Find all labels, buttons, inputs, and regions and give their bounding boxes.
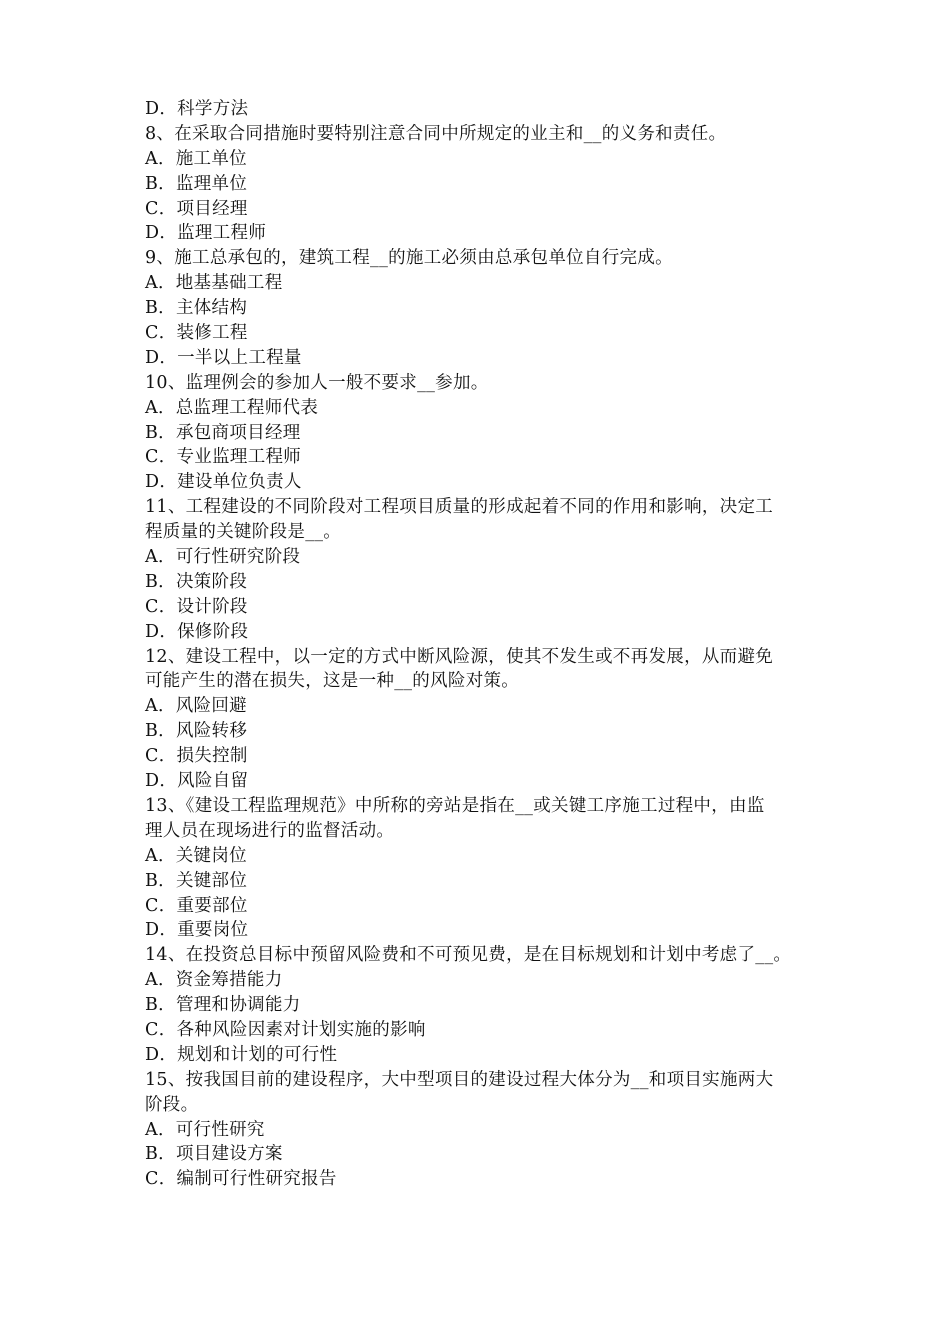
option-line: B．风险转移 bbox=[145, 721, 248, 742]
option-line: C．专业监理工程师 bbox=[145, 447, 302, 468]
option-line: B．管理和协调能力 bbox=[145, 995, 301, 1016]
option-line: D．保修阶段 bbox=[145, 621, 249, 642]
option-line: B．承包商项目经理 bbox=[145, 422, 301, 443]
option-line: A．资金筹措能力 bbox=[145, 970, 283, 991]
option-line: C．编制可行性研究报告 bbox=[145, 1169, 337, 1190]
question-line: 15、按我国目前的建设程序，大中型项目的建设过程大体分为__和项目实施两大 bbox=[145, 1069, 774, 1090]
option-line: D．重要岗位 bbox=[145, 920, 249, 941]
option-line: B．项目建设方案 bbox=[145, 1144, 283, 1165]
option-line: D．监理工程师 bbox=[145, 223, 267, 244]
option-line: D．风险自留 bbox=[145, 771, 249, 792]
option-line: A．可行性研究阶段 bbox=[145, 547, 301, 568]
question-line: 14、在投资总目标中预留风险费和不可预见费，是在目标规划和计划中考虑了__。 bbox=[145, 945, 792, 966]
option-line: A．风险回避 bbox=[145, 696, 247, 717]
option-line: D．建设单位负责人 bbox=[145, 472, 302, 493]
option-line: A．可行性研究 bbox=[145, 1119, 265, 1140]
option-line: C．损失控制 bbox=[145, 746, 248, 767]
option-line: C．重要部位 bbox=[145, 895, 248, 916]
option-line: C．设计阶段 bbox=[145, 596, 248, 617]
question-line: 8、在采取合同措施时要特别注意合同中所规定的业主和__的义务和责任。 bbox=[145, 123, 727, 144]
option-line: D．规划和计划的可行性 bbox=[145, 1044, 338, 1065]
question-line: 11、工程建设的不同阶段对工程项目质量的形成起着不同的作用和影响，决定工 bbox=[145, 497, 774, 518]
option-line: A．总监理工程师代表 bbox=[145, 397, 319, 418]
option-line: A．施工单位 bbox=[145, 148, 247, 169]
option-line: A．地基基础工程 bbox=[145, 273, 283, 294]
option-line: C．各种风险因素对计划实施的影响 bbox=[145, 1019, 426, 1040]
document-page bbox=[145, 97, 825, 1192]
option-line: A．关键岗位 bbox=[145, 845, 247, 866]
option-line: B．关键部位 bbox=[145, 870, 248, 891]
option-line: C．装修工程 bbox=[145, 323, 248, 344]
option-line: B．监理单位 bbox=[145, 173, 248, 194]
option-line: B．决策阶段 bbox=[145, 571, 248, 592]
option-line: B．主体结构 bbox=[145, 298, 248, 319]
question-line: 可能产生的潜在损失，这是一种__的风险对策。 bbox=[145, 671, 520, 692]
option-line: D．科学方法 bbox=[145, 99, 249, 119]
question-line: 10、监理例会的参加人一般不要求__参加。 bbox=[145, 372, 489, 393]
question-line: 程质量的关键阶段是__。 bbox=[145, 522, 342, 543]
question-line: 9、施工总承包的，建筑工程__的施工必须由总承包单位自行完成。 bbox=[145, 248, 673, 269]
option-line: C．项目经理 bbox=[145, 198, 248, 219]
question-line: 阶段。 bbox=[145, 1094, 199, 1115]
question-line: 理人员在现场进行的监督活动。 bbox=[145, 820, 395, 841]
question-line: 12、建设工程中，以一定的方式中断风险源，使其不发生或不再发展，从而避免 bbox=[145, 646, 774, 667]
option-line: D．一半以上工程量 bbox=[145, 347, 302, 368]
question-line: 13、《建设工程监理规范》中所称的旁站是指在__或关键工序施工过程中，由监 bbox=[145, 795, 765, 816]
